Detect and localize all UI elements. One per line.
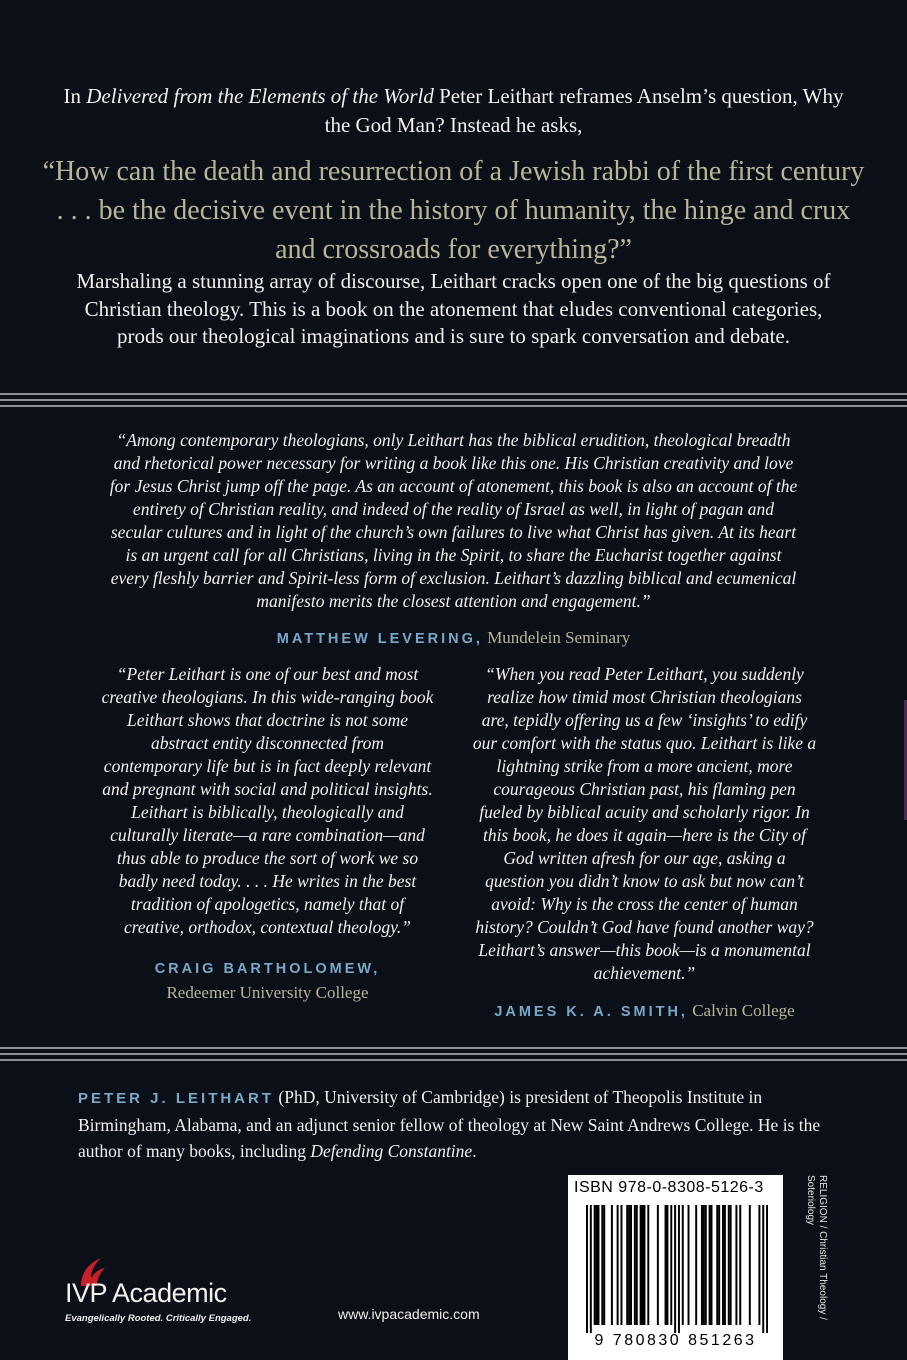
endorsement-right-text: “When you read Peter Leithart, you suddenly realize how timid most Christian theologians are, tepidly offering us a few ‘insights’ to edify our comfort with the status quo. Leithart is like a lightning strike from a more ancient, more courageous Christian past, his flaming pen fueled by biblical acuity and scholarly rigor. In this book, he does it again—here is the City of God written afresh for our age, asking a question you didn’t know to ask but now can’t avoid: Why is the cross the center of human history? Couldn’t God have found another way? Leithart’s answer—this book—is a monumental achievement.” [472, 664, 817, 983]
barcode-bar [739, 1205, 741, 1325]
barcode-bar [630, 1205, 632, 1325]
author-bio-end: . [472, 1141, 477, 1161]
publisher-name: IVP Academic [65, 1278, 227, 1308]
barcode-bar [728, 1205, 730, 1325]
author-other-book: Defending Constantine [310, 1141, 473, 1161]
barcode-bar [642, 1205, 644, 1325]
barcode-bar [703, 1205, 705, 1325]
barcode-bar [722, 1205, 724, 1325]
barcode-number: 9 780830 851263 [594, 1332, 757, 1349]
author-name: PETER J. LEITHART [78, 1090, 275, 1107]
barcode-bar [674, 1205, 676, 1333]
hero-quote: “How can the death and resurrection of a Jewish rabbi of the first century . . . be the decisive event in the history of humanity, the hinge and crux and crossroads for everything?” [42, 156, 865, 265]
barcode-bar [766, 1205, 768, 1333]
barcode-bar [640, 1205, 642, 1325]
barcode-bar [611, 1205, 613, 1325]
barcode-bar [666, 1205, 668, 1325]
barcode-bar [688, 1205, 690, 1325]
endorser-affiliation: Redeemer University College [166, 983, 369, 1002]
barcode-bar [626, 1205, 628, 1325]
barcode-bar [724, 1205, 726, 1325]
barcode-bar [709, 1205, 711, 1325]
publisher-tagline: Evangelically Rooted. Critically Engaged. [65, 1313, 252, 1324]
barcode-bar [716, 1205, 718, 1325]
publisher-url: www.ivpacademic.com [338, 1306, 480, 1322]
barcode-bar [695, 1205, 697, 1325]
isbn-barcode [568, 1175, 783, 1360]
barcode-bar [636, 1205, 638, 1325]
barcode-bar [711, 1205, 713, 1325]
barcode-bar [603, 1205, 605, 1325]
endorser-affiliation: Mundelein Seminary [487, 628, 631, 647]
endorsement-main-text: “Among contemporary theologians, only Leithart has the biblical erudition, theological breadth and rhetorical power necessary for writing a book like this one. His Christian creativity and love for Jesus Christ jump off the page. As an account of atonement, this book is also an account of the entirety of Christian reality, and indeed of the reality of Israel as well, in light of pagan and secular cultures and in light of the church’s own failures to live what Christ has given. At its heart is an urgent call for all Christians, living in the Spirit, to share the Eucharist together against every fleshly barrier and Spirit-less form of exclusion. Leithart’s dazzling biblical and ecumenical manifesto merits the closest attention and engagement.” [109, 430, 798, 611]
barcode-bar [735, 1205, 737, 1325]
barcode-bar [705, 1205, 707, 1325]
intro-paragraph [60, 82, 847, 140]
barcode-bar [730, 1205, 732, 1325]
subject-category [788, 1175, 828, 1350]
intro-prefix: In [63, 84, 87, 108]
author-bio [78, 1084, 838, 1164]
endorser-name: JAMES K. A. SMITH, [494, 1004, 688, 1020]
author-bio-text: (PhD, University of Cambridge) is president of Theopolis Institute in Birmingham, Alabama, and an adjunct senior fellow of theology at New Saint Andrews College. He is the author of many books, including [78, 1087, 821, 1161]
summary-paragraph: Marshaling a stunning array of discourse, Leithart cracks open one of the big questions of Christian theology. This is a book on the atonement that eludes conventional categories, prods our theological imaginations and is sure to spark conversation and debate. [76, 269, 831, 348]
barcode-bar [620, 1205, 622, 1325]
category-line-1: RELIGION / Christian Theology / [817, 1175, 828, 1320]
barcode-bar [596, 1205, 598, 1325]
barcode-bar [634, 1205, 636, 1325]
endorsement-right-attribution [472, 1000, 817, 1023]
barcode-bar [657, 1205, 659, 1325]
barcode-bar [647, 1205, 649, 1325]
endorser-name: MATTHEW LEVERING, [276, 631, 483, 647]
barcode-bar [762, 1205, 764, 1333]
category-line-2: Soteriology [805, 1175, 816, 1226]
ivp-academic-logo [65, 1256, 305, 1326]
barcode-bar [718, 1205, 720, 1325]
barcode-bars [586, 1205, 768, 1333]
barcode-bar [665, 1205, 667, 1325]
barcode-bar [749, 1205, 751, 1325]
barcode-bar [597, 1205, 599, 1325]
barcode-bar [758, 1205, 760, 1325]
endorser-affiliation: Calvin College [692, 1001, 795, 1020]
barcode-bar [643, 1205, 645, 1325]
barcode-bar [601, 1205, 603, 1325]
barcode-bar [701, 1205, 703, 1325]
intro-text: Peter Leithart reframes Anselm’s question, Why the God Man? Instead he asks, [324, 84, 844, 137]
endorsement-left-attribution [100, 958, 435, 1004]
divider-top [0, 393, 907, 407]
endorsement-main-attribution [108, 627, 799, 650]
barcode-bar [628, 1205, 630, 1325]
barcode-bar [590, 1205, 592, 1333]
intro-book-title: Delivered from the Elements of the World [86, 84, 434, 108]
barcode-bar [617, 1205, 619, 1325]
barcode-bar [682, 1205, 684, 1325]
endorsement-left-text: “Peter Leithart is one of our best and most creative theologians. In this wide-ranging book Leithart shows that doctrine is not some abstract entity disconnected from contemporary life but is in fact deeply relevant and pregnant with social and political insights. Leithart is biblically, theologically and culturally literate—a rare combination—and thus able to produce the sort of work we so badly need today. . . . He writes in the best tradition of apologetics, namely that of creative, orthodox, contextual theology.” [101, 664, 434, 937]
barcode-bar [594, 1205, 596, 1325]
endorser-name: CRAIG BARTHOLOMEW, [154, 961, 381, 977]
barcode-bar [678, 1205, 680, 1333]
isbn-label: ISBN 978-0-8308-5126-3 [574, 1179, 764, 1196]
barcode-bar [586, 1205, 588, 1333]
divider-bottom [0, 1047, 907, 1061]
barcode-bar [670, 1205, 672, 1325]
